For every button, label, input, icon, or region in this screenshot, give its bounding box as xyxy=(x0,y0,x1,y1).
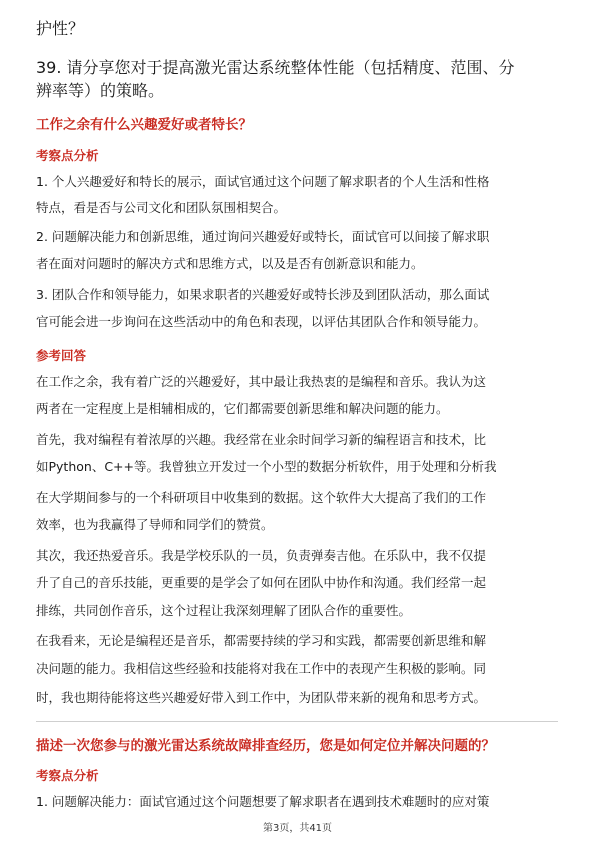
analysis-line: 1. 个人兴趣爱好和特长的展示，面试官通过这个问题了解求职者的个人生活和性格 xyxy=(36,174,490,189)
answer-line: 排练，共同创作音乐，这个过程让我深刻理解了团队合作的重要性。 xyxy=(36,603,412,618)
answer-line: 升了自己的音乐技能，更重要的是学会了如何在团队中协作和沟通。我们经常一起 xyxy=(36,575,487,590)
analysis-line: 1. 问题解决能力：面试官通过这个问题想要了解求职者在遇到技术难题时的应对策 xyxy=(36,794,490,809)
answer-line: 在工作之余，我有着广泛的兴趣爱好，其中最让我热衷的是编程和音乐。我认为这 xyxy=(36,374,487,389)
answer-line: 在大学期间参与的一个科研项目中收集到的数据。这个软件大大提高了我们的工作 xyxy=(36,490,487,505)
answer-line: 如Python、C++等。我曾独立开发过一个小型的数据分析软件，用于处理和分析我 xyxy=(36,459,497,474)
section-divider xyxy=(36,721,558,722)
answer-line: 两者在一定程度上是相辅相成的，它们都需要创新思维和解决问题的能力。 xyxy=(36,401,449,416)
analysis-heading: 考察点分析 xyxy=(36,148,99,163)
answer-heading: 参考回答 xyxy=(36,348,87,363)
answer-line: 其次，我还热爱音乐。我是学校乐队的一员，负责弹奏吉他。在乐队中，我不仅提 xyxy=(36,548,487,563)
section-title: 工作之余有什么兴趣爱好或者特长？ xyxy=(36,117,252,133)
question-continuation: 护性？ xyxy=(36,19,85,38)
answer-line: 效率，也为我赢得了导师和同学们的赞赏。 xyxy=(36,517,274,532)
analysis-line: 特点，看是否与公司文化和团队氛围相契合。 xyxy=(36,200,287,215)
question-39-cont: 辨率等）的策略。 xyxy=(36,81,165,100)
answer-line: 首先，我对编程有着浓厚的兴趣。我经常在业余时间学习新的编程语言和技术，比 xyxy=(36,432,487,447)
answer-line: 时，我也期待能将这些兴趣爱好带入到工作中，为团队带来新的视角和思考方式。 xyxy=(36,690,487,705)
analysis-line: 3. 团队合作和领导能力，如果求职者的兴趣爱好或特长涉及到团队活动，那么面试 xyxy=(36,287,490,302)
question-39: 39. 请分享您对于提高激光雷达系统整体性能（包括精度、范围、分 xyxy=(36,58,515,77)
page-number: 第3页，共41页 xyxy=(262,823,333,834)
section-title: 描述一次您参与的激光雷达系统故障排查经历，您是如何定位并解决问题的？ xyxy=(36,738,495,754)
analysis-line: 2. 问题解决能力和创新思维，通过询问兴趣爱好或特长，面试官可以间接了解求职 xyxy=(36,229,490,244)
answer-line: 在我看来，无论是编程还是音乐，都需要持续的学习和实践，都需要创新思维和解 xyxy=(36,633,487,648)
analysis-line: 者在面对问题时的解决方式和思维方式，以及是否有创新意识和能力。 xyxy=(36,256,424,271)
analysis-heading: 考察点分析 xyxy=(36,768,99,783)
answer-line: 决问题的能力。我相信这些经验和技能将对我在工作中的表现产生积极的影响。同 xyxy=(36,661,487,676)
analysis-line: 官可能会进一步询问在这些活动中的角色和表现，以评估其团队合作和领导能力。 xyxy=(36,314,487,329)
